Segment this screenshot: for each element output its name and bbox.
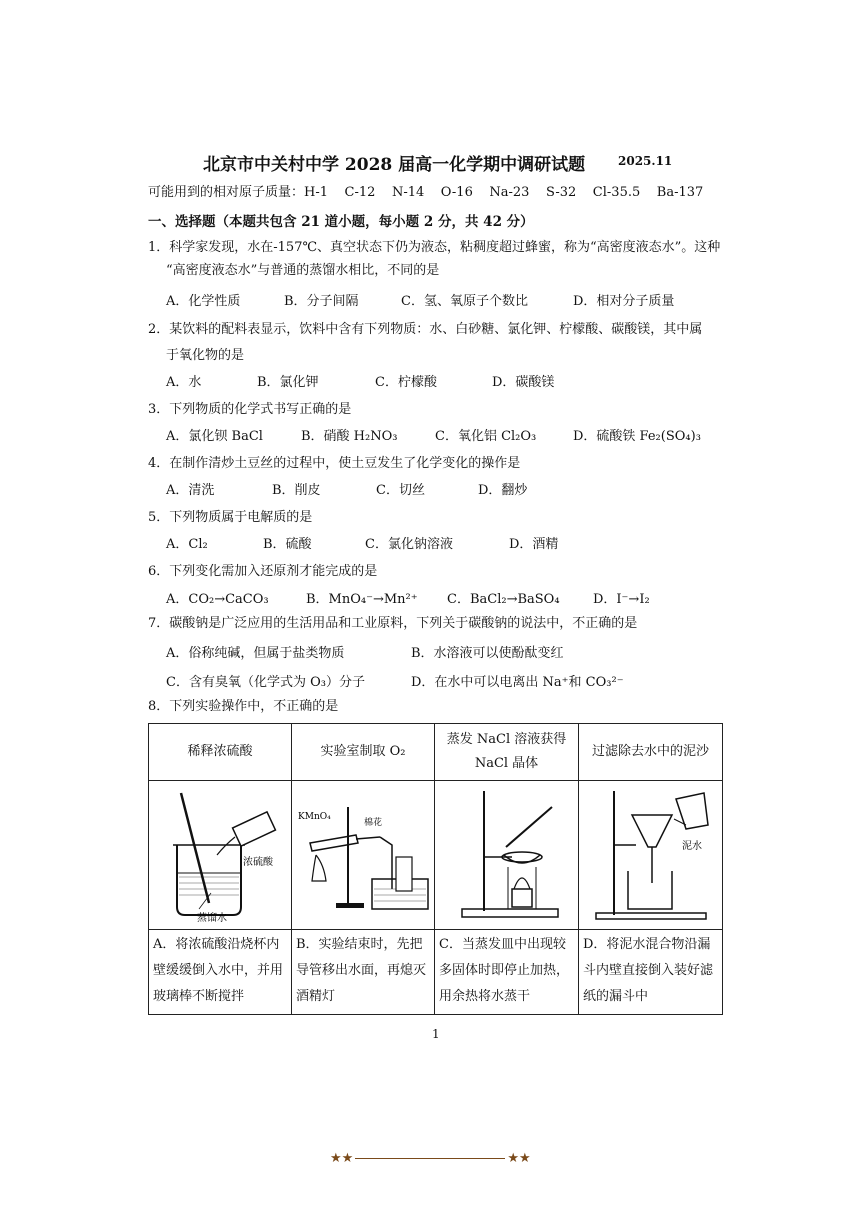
q7-option-a: A．俗称纯碱，但属于盐类物质 — [166, 646, 345, 661]
q5-option-b: B．硫酸 — [263, 537, 312, 552]
experiment-header: 稀释浓硫酸 — [149, 724, 292, 781]
experiment-header — [435, 724, 579, 781]
q4-option-d: D．翻炒 — [478, 483, 528, 498]
q5-option-a: A．Cl₂ — [166, 537, 208, 552]
diagram-dilute-acid — [149, 781, 292, 930]
section-heading: 一、选择题（本题共包含 21 道小题，每小题 2 分，共 42 分） — [148, 214, 534, 230]
q1-option-a: A．化学性质 — [166, 294, 241, 309]
water-label: 蒸馏水 — [197, 913, 227, 924]
q1-option-d: D．相对分子质量 — [573, 294, 675, 309]
q5-option-d: D．酒精 — [509, 537, 559, 552]
experiment-header-text: 蒸发 NaCl 溶液获得 NaCl 晶体 — [446, 732, 567, 771]
experiment-image-row — [149, 781, 723, 930]
q2-option-d: D．碳酸镁 — [492, 375, 555, 390]
q4-option-b: B．削皮 — [272, 483, 321, 498]
experiment-table — [148, 723, 723, 1015]
q6-option-d: D．I⁻→I₂ — [593, 592, 650, 607]
diagram-filtration — [579, 781, 723, 930]
page-number: 1 — [432, 1027, 440, 1041]
q2-option-b: B．氯化钾 — [257, 375, 319, 390]
exam-date: 2025.11 — [618, 154, 673, 168]
experiment-header-row — [149, 724, 723, 781]
q1-stem-line1: 1．科学家发现，水在-157℃、真空状态下仍为液态，粘稠度超过蜂蜜，称为“高密度液态水”。这种 — [148, 240, 721, 255]
q8-stem: 8．下列实验操作中，不正确的是 — [148, 699, 339, 714]
q3-option-b: B．硝酸 H₂NO₃ — [301, 429, 398, 444]
q2-option-c: C．柠檬酸 — [375, 375, 437, 390]
filtration-diagram — [586, 785, 716, 925]
q4-option-a: A．清洗 — [166, 483, 215, 498]
footer-divider — [355, 1158, 505, 1159]
atomic-mass-line: 可能用到的相对原子质量：H-1 C-12 N-14 O-16 Na-23 S-32 Cl-35.5 Ba-137 — [148, 185, 704, 200]
q6-option-b: B．MnO₄⁻→Mn²⁺ — [306, 592, 418, 607]
q3-option-d: D．硫酸铁 Fe₂(SO₄)₃ — [573, 429, 701, 444]
q5-stem: 5．下列物质属于电解质的是 — [148, 510, 313, 525]
q3-option-c: C．氧化铝 Cl₂O₃ — [435, 429, 537, 444]
cotton-label: 棉花 — [363, 818, 382, 828]
q1-stem-line2: “高密度液态水”与普通的蒸馏水相比，不同的是 — [166, 263, 440, 278]
experiment-caption-b: B．实验结束时，先把导管移出水面，再熄灭酒精灯 — [292, 930, 435, 1015]
prepare-o2-diagram — [296, 785, 431, 925]
conc-acid-label: 浓硫酸 — [243, 857, 273, 868]
q1-option-c: C．氢、氧原子个数比 — [401, 294, 528, 309]
experiment-header: 过滤除去水中的泥沙 — [579, 724, 723, 781]
q2-stem-line1: 2．某饮料的配料表显示，饮料中含有下列物质：水、白砂糖、氯化钾、柠檬酸、碳酸镁，其中属 — [148, 322, 703, 337]
q6-stem: 6．下列变化需加入还原剂才能完成的是 — [148, 564, 378, 579]
footer-decoration — [330, 1151, 531, 1166]
footer-stars-left: ★★ — [330, 1151, 354, 1166]
q4-stem: 4．在制作清炒土豆丝的过程中，使土豆发生了化学变化的操作是 — [148, 456, 521, 471]
kmno4-label: KMnO₄ — [297, 812, 331, 822]
q7-stem: 7．碳酸钠是广泛应用的生活用品和工业原料，下列关于碳酸钠的说法中，不正确的是 — [148, 616, 638, 631]
diagram-evaporate — [435, 781, 579, 930]
footer-stars-right: ★★ — [507, 1151, 531, 1166]
q7-option-d: D．在水中可以电离出 Na⁺和 CO₃²⁻ — [411, 675, 624, 690]
experiment-caption-c: C．当蒸发皿中出现较多固体时即停止加热，用余热将水蒸干 — [435, 930, 579, 1015]
q4-option-c: C．切丝 — [376, 483, 425, 498]
q7-option-b: B．水溶液可以使酚酞变红 — [411, 646, 564, 661]
dilute-acid-diagram — [155, 785, 285, 925]
q5-option-c: C．氯化钠溶液 — [365, 537, 453, 552]
q6-option-c: C．BaCl₂→BaSO₄ — [447, 592, 560, 607]
experiment-header: 实验室制取 O₂ — [292, 724, 435, 781]
q3-stem: 3．下列物质的化学式书写正确的是 — [148, 402, 352, 417]
diagram-prepare-o2 — [292, 781, 435, 930]
experiment-caption-d: D．将泥水混合物沿漏斗内壁直接倒入装好滤纸的漏斗中 — [579, 930, 723, 1015]
experiment-caption-a: A．将浓硫酸沿烧杯内壁缓缓倒入水中，并用玻璃棒不断搅拌 — [149, 930, 292, 1015]
experiment-caption-row — [149, 930, 723, 1015]
q2-stem-line2: 于氧化物的是 — [166, 348, 245, 363]
mud-label: 泥水 — [681, 841, 702, 852]
evaporate-diagram — [442, 785, 572, 925]
q3-option-a: A．氯化钡 BaCl — [166, 429, 263, 444]
q1-option-b: B．分子间隔 — [284, 294, 359, 309]
q2-option-a: A．水 — [166, 375, 202, 390]
q6-option-a: A．CO₂→CaCO₃ — [166, 592, 269, 607]
q7-option-c: C．含有臭氧（化学式为 O₃）分子 — [166, 675, 365, 690]
exam-title: 北京市中关村中学 2028 届高一化学期中调研试题 — [203, 155, 586, 175]
